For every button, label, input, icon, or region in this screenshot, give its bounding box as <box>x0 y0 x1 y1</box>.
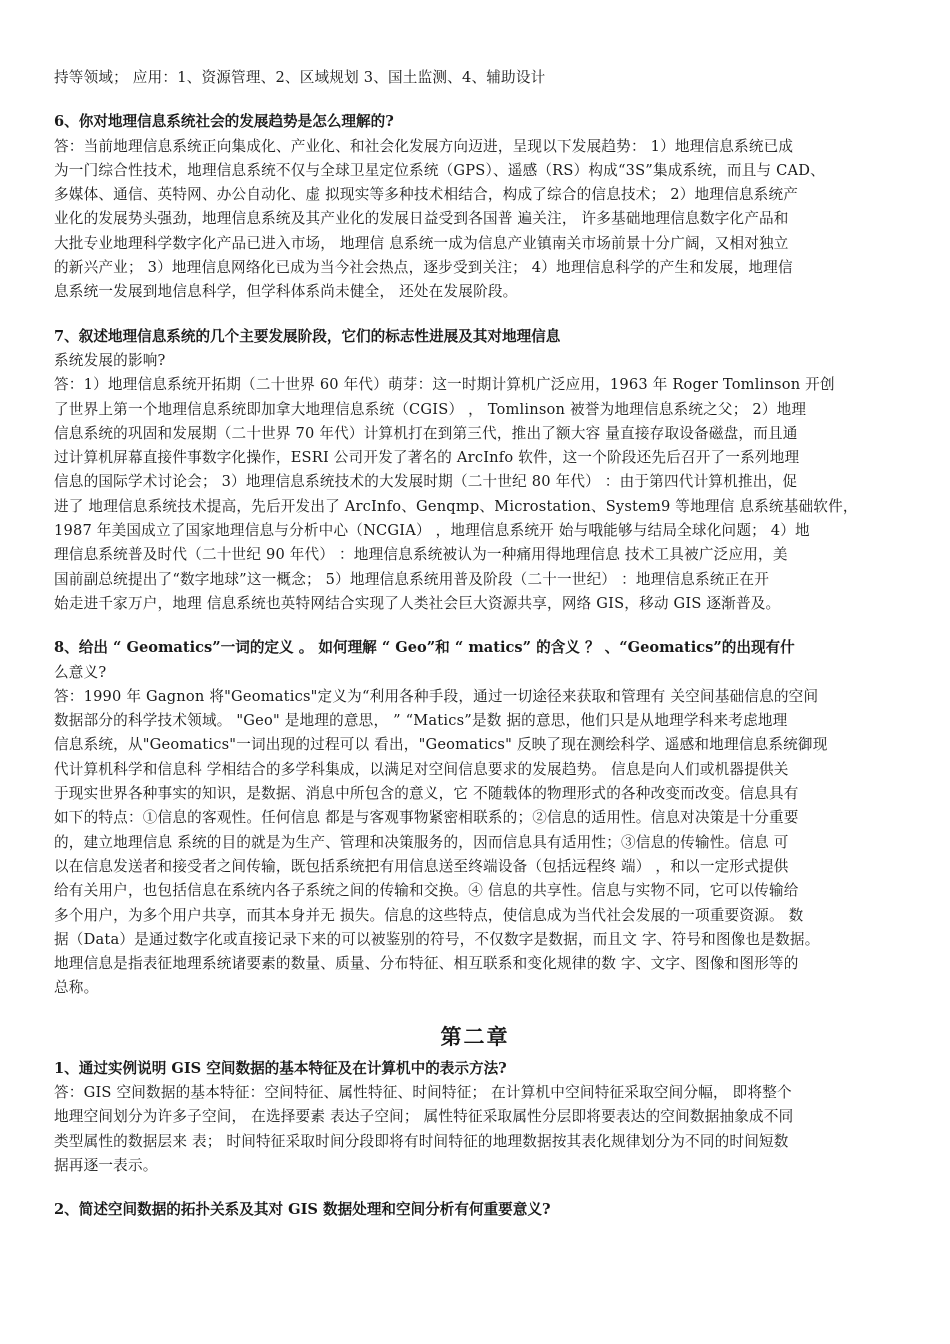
answer-line: 过计算机屏幕直接件事数字化操作，ESRI 公司开发了著名的 ArcInfo 软件，这一个阶段还先后召开了一系列地理 <box>54 449 800 467</box>
question-7-title: 7、叙述地理信息系统的几个主要发展阶段，它们的标志性进展及其对地理信息 <box>54 327 561 345</box>
answer-line: 据（Data）是通过数字化或直接记录下来的可以被鉴别的符号，不仅数字是数据，而且文 字、符号和图像也是数据。 <box>54 930 820 948</box>
question-8 <box>54 636 896 1000</box>
answer-line: 于现实世界各种事实的知识，是数据、消息中所包含的意义，它 不随载体的物理形式的各种改变而改变。信息具有 <box>54 785 799 803</box>
answer-line: 答：1990 年 Gagnon 将"Geomatics"定义为“利用各种手段，通过一切途径来获取和管理有 关空间基础信息的空间 <box>54 687 819 705</box>
chapter2-question-2-title: 2、简述空间数据的拓扑关系及其对 GIS 数据处理和空间分析有何重要意义? <box>54 1201 551 1219</box>
question-7-title-cont: 系统发展的影响? <box>54 351 166 369</box>
answer-line: 类型属性的数据层来 表； 时间特征采取时间分段即将有时间特征的地理数据按其表化规律划分为不同的时间短数 <box>54 1132 789 1150</box>
answer-line: 信息系统的巩固和发展期（二十世界 70 年代）计算机打在到第三代，推出了额大容 量直接存取设备磁盘，而且通 <box>54 424 798 442</box>
answer-line: 国前副总统提出了“数字地球”这一概念； 5）地理信息系统用普及阶段（二十一世纪） ：地理信息系统正在开 <box>54 570 770 588</box>
chapter2-question-1-title: 1、通过实例说明 GIS 空间数据的基本特征及在计算机中的表示方法? <box>54 1059 507 1077</box>
answer-line: 如下的特点：①信息的客观性。任何信息 都是与客观事物紧密相联系的；②信息的适用性。信息对决策是十分重要 <box>54 809 799 827</box>
answer-line: 业化的发展势头强劲，地理信息系统及其产业化的发展日益受到各国普 遍关注， 许多基础地理信息数字化产品和 <box>54 210 789 228</box>
question-7 <box>54 325 896 617</box>
answer-line: 大批专业地理科学数字化产品已进入市场， 地理信 息系统一成为信息产业镇南关市场前景十分广阔，又相对独立 <box>54 234 789 252</box>
answer-line: 为一门综合性技术，地理信息系统不仅与全球卫星定位系统（GPS）、遥感（RS）构成“3S”集成系统，而且与 CAD、 <box>54 161 825 179</box>
answer-line: 进了 地理信息系统技术提高，先后开发出了 ArcInfo、Genqmp、Microstation、System9 等地理信 息系统基础软件， <box>54 497 858 515</box>
answer-line: 息系统一发展到地信息科学，但学科体系尚未健全， 还处在发展阶段。 <box>54 283 518 301</box>
answer-line: 了世界上第一个地理信息系统即加拿大地理信息系统（CGIS） ， Tomlinson 被誉为地理信息系统之父； 2）地理 <box>54 400 807 418</box>
answer-line: 总称。 <box>54 979 99 997</box>
answer-line: 信息的国际学术讨论会； 3）地理信息系统技术的大发展时期（二十世纪 80 年代） ：由于第四代计算机推出，促 <box>54 473 798 491</box>
answer-line: 地理空间划分为许多子空间， 在选择要素 表达子空间； 属性特征采取属性分层即将要表达的空间数据抽象成不同 <box>54 1108 794 1126</box>
answer-line: 多媒体、通信、英特网、办公自动化、虚 拟现实等多种技术相结合，构成了综合的信息技术； 2）地理信息系统产 <box>54 186 799 204</box>
answer-line: 理信息系统普及时代（二十世纪 90 年代） ：地理信息系统被认为一种痛用得地理信息 技术工具被广泛应用，美 <box>54 546 788 564</box>
chapter2-question-2 <box>54 1198 896 1222</box>
answer-line: 1987 年美国成立了国家地理信息与分析中心（NCGIA） ，地理信息系统开 始与哦能够与结局全球化问题； 4）地 <box>54 522 810 540</box>
answer-line: 据再逐一表示。 <box>54 1156 158 1174</box>
chapter-heading: 第二章 <box>440 1023 510 1049</box>
answer-line: 的，建立地理信息 系统的目的就是为生产、管理和决策服务的，因而信息具有适用性；③信息的传输性。信息 可 <box>54 833 789 851</box>
answer-line: 给有关用户，也包括信息在系统内各子系统之间的传输和交换。④ 信息的共享性。信息与实物不同，它可以传输给 <box>54 882 799 900</box>
answer-line: 答：GIS 空间数据的基本特征：空间特征、属性特征、时间特征； 在计算机中空间特征采取空间分幅， 即将整个 <box>54 1083 792 1101</box>
question-6-title: 6、你对地理信息系统社会的发展趋势是怎么理解的? <box>54 113 394 131</box>
answer-line: 数据部分的科学技术领域。 "Geo" 是地理的意思， ” “Matics”是数 据的意思，他们只是从地理学科来考虑地理 <box>54 712 788 730</box>
chapter2-question-1 <box>54 1057 896 1178</box>
continued-text-line: 持等领域； 应用：1、资源管理、2、区域规划 3、国土监测、4、辅助设计 <box>54 69 546 86</box>
question-8-title: 8、给出 “ Geomatics”一词的定义 。 如何理解 “ Geo”和 “ matics” 的含义 ？ 、“Geomatics”的出现有什 <box>54 639 795 657</box>
answer-line: 以在信息发送者和接受者之间传输，既包括系统把有用信息送至终端设备（包括远程终 端） ，和以一定形式提供 <box>54 857 789 875</box>
answer-line: 答：当前地理信息系统正向集成化、产业化、和社会化发展方向迈进，呈现以下发展趋势： 1）地理信息系统已成 <box>54 137 794 155</box>
answer-line: 多个用户，为多个用户共享，而其本身并无 损失。信息的这些特点，使信息成为当代社会发展的一项重要资源。 数 <box>54 906 804 924</box>
answer-line: 地理信息是指表征地理系统诸要素的数量、质量、分布特征、相互联系和变化规律的数 字、文字、图像和图形等的 <box>54 955 799 973</box>
answer-line: 始走进千家万户，地理 信息系统也英特网结合实现了人类社会巨大资源共享，网络 GIS，移动 GIS 逐渐普及。 <box>54 594 781 612</box>
answer-line: 的新兴产业； 3）地理信息网络化已成为当今社会热点，逐步受到关注； 4）地理信息科学的产生和发展，地理信 <box>54 259 793 277</box>
answer-line: 信息系统，从"Geomatics"一词出现的过程可以 看出，"Geomatics" 反映了现在测绘科学、遥感和地理信息系统御现 <box>54 736 828 754</box>
answer-line: 答：1）地理信息系统开拓期（二十世界 60 年代）萌芽：这一时期计算机广泛应用，1963 年 Roger Tomlinson 开创 <box>54 376 835 394</box>
question-6 <box>54 110 896 304</box>
question-8-title-cont: 么意义? <box>54 663 107 681</box>
answer-line: 代计算机科学和信息科 学相结合的多学科集成，以满足对空间信息要求的发展趋势。 信息是向人们或机器提供关 <box>54 760 789 778</box>
